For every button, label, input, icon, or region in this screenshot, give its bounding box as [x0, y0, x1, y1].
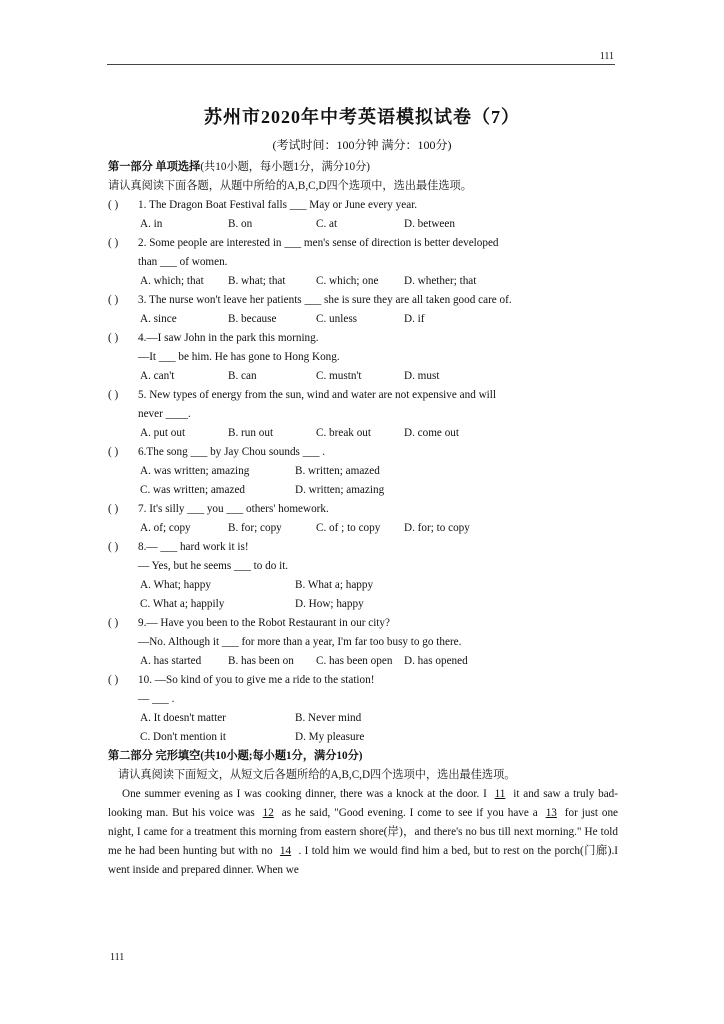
option-d: D. whether; that: [404, 275, 477, 287]
answer-bracket[interactable]: ( ): [108, 237, 119, 249]
option-a: A. was written; amazing: [140, 465, 250, 477]
option-b: B. written; amazed: [295, 465, 380, 477]
question-text: 2. Some people are interested in ___ men's sense of direction is better developed: [138, 237, 499, 249]
cloze-blank[interactable]: 11: [494, 788, 506, 800]
exam-subtitle: (考试时间：100分钟 满分：100分): [272, 138, 452, 152]
option-c: C. was written; amazed: [140, 484, 246, 496]
question-text: —It ___ be him. He has gone to Hong Kong.: [138, 351, 340, 363]
options-row: [108, 272, 618, 291]
passage-text: One summer evening as I was cooking dinner, there was a knock at the door. I: [122, 788, 491, 800]
question-text: 4.—I saw John in the park this morning.: [138, 332, 319, 344]
question-line: [108, 538, 618, 557]
options-row: [108, 310, 618, 329]
question-text: never ____.: [138, 408, 191, 420]
answer-bracket[interactable]: ( ): [108, 446, 119, 458]
option-a: A. has started: [140, 655, 202, 667]
question-text: 5. New types of energy from the sun, wind and water are not expensive and will: [138, 389, 497, 401]
question-line: [108, 348, 618, 367]
cloze-blank[interactable]: 14: [279, 845, 292, 857]
option-b: B. has been on: [228, 655, 294, 667]
question-text: 10. —So kind of you to give me a ride to the station!: [138, 674, 375, 686]
option-a: A. which; that: [140, 275, 204, 287]
option-d: D. come out: [404, 427, 459, 439]
question-line: [108, 614, 618, 633]
option-b: B. run out: [228, 427, 274, 439]
option-c: C. at: [316, 218, 338, 230]
passage-text: for just one night, I came for a treatment this morning from eastern shore(岸)，and there's no bus till next morning." He told me he had been hunting but with no: [108, 807, 618, 857]
part2-instruction: 请认真阅读下面短文，从短文后各题所给的A,B,C,D四个选项中，选出最佳选项。: [118, 769, 516, 781]
question-line: [108, 329, 618, 348]
option-c: C. What a; happily: [140, 598, 225, 610]
part2-heading: 第二部分 完形填空(共10小题;每小题1分，满分10分): [108, 750, 363, 762]
option-c: C. of ; to copy: [316, 522, 381, 534]
question-text: than ___ of women.: [138, 256, 228, 268]
option-d: D. if: [404, 313, 425, 325]
question-line: [108, 253, 618, 272]
options-row: [108, 424, 618, 443]
question-line: [108, 196, 618, 215]
option-a: A. since: [140, 313, 177, 325]
option-b: B. what; that: [228, 275, 286, 287]
part1-instruction: 请认真阅读下面各题，从题中所给的A,B,C,D四个选项中，选出最佳选项。: [108, 180, 472, 192]
page-number-bottom: 111: [110, 952, 125, 963]
part1-heading-note: (共10小题，每小题1分，满分10分): [200, 161, 370, 173]
question-line: [108, 500, 618, 519]
question-line: [108, 557, 618, 576]
question-text: 1. The Dragon Boat Festival falls ___ May or June every year.: [138, 199, 418, 211]
answer-bracket[interactable]: ( ): [108, 674, 119, 686]
question-line: [108, 633, 618, 652]
part1-heading: 第一部分 单项选择: [108, 161, 201, 173]
options-row: [108, 652, 618, 671]
option-a: A. put out: [140, 427, 186, 439]
option-d: D. has opened: [404, 655, 468, 667]
option-d: D. between: [404, 218, 455, 230]
answer-bracket[interactable]: ( ): [108, 199, 119, 211]
option-b: B. Never mind: [295, 712, 362, 724]
question-line: [108, 405, 618, 424]
answer-bracket[interactable]: ( ): [108, 617, 119, 629]
option-b: B. What a; happy: [295, 579, 374, 591]
question-list: [108, 196, 618, 747]
passage-text: it and saw a truly bad-looking man. But his voice was: [108, 788, 618, 819]
options-row: [108, 576, 618, 595]
option-b: B. on: [228, 218, 253, 230]
cloze-blank[interactable]: 12: [262, 807, 274, 819]
option-a: A. What; happy: [140, 579, 211, 591]
options-row: [108, 728, 618, 747]
option-d: D. must: [404, 370, 440, 382]
question-text: 9.— Have you been to the Robot Restaurant in our city?: [138, 617, 390, 629]
question-text: 8.— ___ hard work it is!: [138, 541, 249, 553]
options-row: [108, 595, 618, 614]
option-b: B. can: [228, 370, 257, 382]
options-row: [108, 215, 618, 234]
answer-bracket[interactable]: ( ): [108, 294, 119, 306]
option-c: C. break out: [316, 427, 371, 439]
options-row: [108, 519, 618, 538]
option-c: C. which; one: [316, 275, 379, 287]
part1-heading-line: [108, 158, 618, 177]
passage-text: as he said, "Good evening. I come to see if you have a: [277, 807, 542, 819]
options-row: [108, 481, 618, 500]
answer-bracket[interactable]: ( ): [108, 503, 119, 515]
option-d: D. How; happy: [295, 598, 364, 610]
question-text: —No. Although it ___ for more than a year, I'm far too busy to go there.: [138, 636, 462, 648]
question-line: [108, 690, 618, 709]
exam-content: [108, 158, 618, 880]
passage-text: . I told him we would find him a bed, but to rest on the porch(门廊).I went inside and prepared dinner. When we: [108, 845, 619, 876]
option-a: A. in: [140, 218, 163, 230]
option-b: B. because: [228, 313, 277, 325]
options-row: [108, 367, 618, 386]
page-number-top: 111: [599, 51, 614, 62]
question-line: [108, 234, 618, 253]
question-text: 3. The nurse won't leave her patients ___ she is sure they are all taken good care of.: [138, 294, 512, 306]
option-c: C. unless: [316, 313, 358, 325]
header-rule: [107, 64, 615, 65]
option-d: D. for; to copy: [404, 522, 470, 534]
answer-bracket[interactable]: ( ): [108, 389, 119, 401]
answer-bracket[interactable]: ( ): [108, 332, 119, 344]
option-c: C. mustn't: [316, 370, 362, 382]
question-text: 7. It's silly ___ you ___ others' homework.: [138, 503, 329, 515]
option-c: C. Don't mention it: [140, 731, 226, 743]
option-d: D. written; amazing: [295, 484, 385, 496]
option-a: A. It doesn't matter: [140, 712, 226, 724]
question-line: [108, 671, 618, 690]
cloze-passage: [108, 785, 618, 880]
question-text: 6.The song ___ by Jay Chou sounds ___ .: [138, 446, 326, 458]
question-line: [108, 386, 618, 405]
options-row: [108, 709, 618, 728]
option-a: A. of; copy: [140, 522, 191, 534]
option-d: D. My pleasure: [295, 731, 365, 743]
question-text: — Yes, but he seems ___ to do it.: [138, 560, 289, 572]
options-row: [108, 462, 618, 481]
option-c: C. has been open: [316, 655, 393, 667]
answer-bracket[interactable]: ( ): [108, 541, 119, 553]
question-text: — ___ .: [138, 693, 175, 705]
option-a: A. can't: [140, 370, 175, 382]
cloze-blank[interactable]: 13: [545, 807, 557, 819]
option-b: B. for; copy: [228, 522, 282, 534]
question-line: [108, 443, 618, 462]
exam-title: 苏州市2020年中考英语模拟试卷（7）: [204, 107, 520, 127]
question-line: [108, 291, 618, 310]
